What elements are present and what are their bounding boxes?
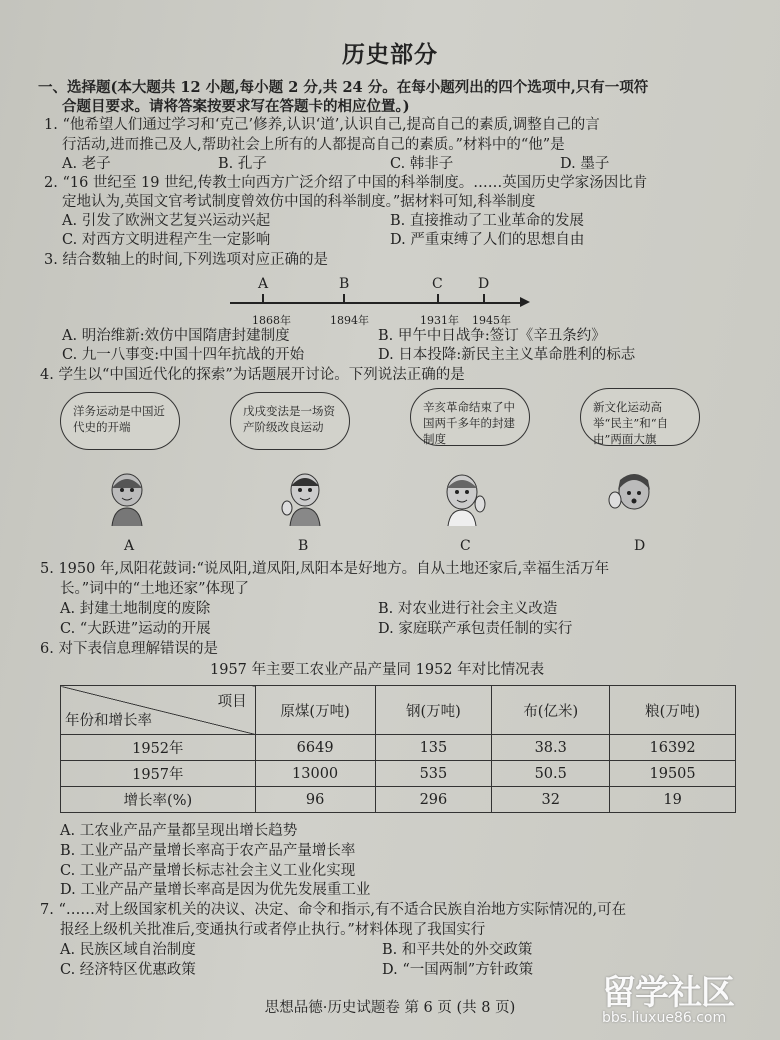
row-label: 1952年 bbox=[61, 735, 256, 761]
table-cell: 38.3 bbox=[492, 735, 610, 761]
q6-option-c: C. 工业产品产量增长标志社会主义工业化实现 bbox=[60, 863, 356, 879]
watermark-logo bbox=[602, 965, 734, 1026]
student-boy-b-icon bbox=[280, 470, 326, 526]
student-label-d: D bbox=[634, 538, 646, 554]
table-row bbox=[61, 787, 736, 813]
corner-label-item: 项目 bbox=[217, 694, 247, 710]
watermark-name: 留学社区 bbox=[602, 973, 734, 1013]
q1-stem: 1. “他希望人们通过学习和‘克己’修养,认识‘道’,认识自己,提高自己的素质,调整自己的言 bbox=[44, 117, 600, 133]
q2-stem-cont: 定地认为,英国文官考试制度曾效仿中国的科举制度。”据材料可知,科举制度 bbox=[62, 194, 536, 210]
q2-option-c: C. 对西方文明进程产生一定影响 bbox=[62, 232, 271, 248]
q2-option-b: B. 直接推动了工业革命的发展 bbox=[390, 213, 584, 229]
q5-option-d: D. 家庭联产承包责任制的实行 bbox=[378, 621, 573, 637]
page-title: 历史部分 bbox=[342, 41, 438, 68]
q1-option-d: D. 墨子 bbox=[560, 156, 610, 172]
timeline-year: 1945年 bbox=[472, 314, 511, 327]
table-cell: 6649 bbox=[255, 735, 375, 761]
timeline-tick bbox=[343, 294, 345, 303]
q7-option-d: D. “一国两制”方针政策 bbox=[382, 962, 534, 978]
timeline-tick bbox=[262, 294, 264, 303]
column-header: 原煤(万吨) bbox=[255, 686, 375, 735]
q6-option-b: B. 工业产品产量增长率高于农产品产量增长率 bbox=[60, 843, 356, 859]
timeline-tick bbox=[437, 294, 439, 303]
q3-option-a: A. 明治维新:效仿中国隋唐封建制度 bbox=[62, 328, 290, 344]
student-label-b: B bbox=[298, 538, 309, 554]
timeline-label: B bbox=[339, 276, 350, 292]
student-girl-a-icon bbox=[104, 470, 150, 526]
table-caption: 1957 年主要工农业产品产量同 1952 年对比情况表 bbox=[210, 662, 545, 678]
student-girl-d-icon bbox=[608, 470, 654, 526]
q2-option-a: A. 引发了欧洲文艺复兴运动兴起 bbox=[62, 213, 271, 229]
q1-stem-cont: 行活动,进而推己及人,帮助社会上所有的人都提高自己的素质。”材料中的“他”是 bbox=[62, 137, 565, 153]
table-row bbox=[61, 735, 736, 761]
table-cell: 135 bbox=[375, 735, 492, 761]
table-cell: 96 bbox=[255, 787, 375, 813]
table-cell: 19505 bbox=[610, 761, 736, 787]
q1-option-c: C. 韩非子 bbox=[390, 156, 454, 172]
timeline-axis bbox=[230, 302, 522, 304]
q5-option-a: A. 封建土地制度的废除 bbox=[60, 601, 211, 617]
section-instructions-cont: 合题目要求。请将答案按要求写在答题卡的相应位置。) bbox=[62, 98, 410, 115]
row-label: 增长率(%) bbox=[61, 787, 256, 813]
speech-bubble-d: 新文化运动高举“民主”和“自由”两面大旗 bbox=[580, 388, 700, 446]
timeline-arrow-icon bbox=[520, 297, 530, 307]
production-table bbox=[60, 685, 736, 813]
table-corner-cell bbox=[61, 686, 256, 735]
table-cell: 13000 bbox=[255, 761, 375, 787]
q5-option-b: B. 对农业进行社会主义改造 bbox=[378, 601, 558, 617]
student-label-c: C bbox=[460, 538, 471, 554]
q7-stem-cont: 报经上级机关批准后,变通执行或者停止执行。”材料体现了我国实行 bbox=[60, 922, 486, 938]
watermark-url: bbs.liuxue86.com bbox=[602, 1010, 727, 1026]
table-cell: 50.5 bbox=[492, 761, 610, 787]
timeline-year: 1931年 bbox=[420, 314, 459, 327]
q6-stem: 6. 对下表信息理解错误的是 bbox=[40, 641, 218, 657]
table-cell: 296 bbox=[375, 787, 492, 813]
q3-option-b: B. 甲午中日战争:签订《辛丑条约》 bbox=[378, 328, 606, 344]
q7-option-c: C. 经济特区优惠政策 bbox=[60, 962, 196, 978]
q2-stem: 2. “16 世纪至 19 世纪,传教士向西方广泛介绍了中国的科举制度。……英国历史学家汤因比肯 bbox=[44, 175, 648, 191]
q3-stem: 3. 结合数轴上的时间,下列选项对应正确的是 bbox=[44, 252, 329, 268]
q7-option-a: A. 民族区域自治制度 bbox=[60, 942, 196, 958]
q5-option-c: C. “大跃进”运动的开展 bbox=[60, 621, 211, 637]
timeline-year: 1894年 bbox=[330, 314, 369, 327]
section-instructions: 一、选择题(本大题共 12 小题,每小题 2 分,共 24 分。在每小题列出的四个选项中,只有一项符 bbox=[38, 79, 649, 96]
column-header: 钢(万吨) bbox=[375, 686, 492, 735]
table-row bbox=[61, 761, 736, 787]
timeline-year: 1868年 bbox=[252, 314, 291, 327]
q5-stem: 5. 1950 年,凤阳花鼓词:“说凤阳,道凤阳,凤阳本是好地方。自从土地还家后,幸福生活万年 bbox=[40, 561, 610, 577]
student-label-a: A bbox=[124, 538, 135, 554]
timeline-label: A bbox=[258, 276, 269, 292]
table-header-row bbox=[61, 686, 736, 735]
column-header: 布(亿米) bbox=[492, 686, 610, 735]
page-footer: 思想品德·历史试题卷 第 6 页 (共 8 页) bbox=[264, 1000, 516, 1016]
student-boy-c-icon bbox=[440, 470, 486, 526]
speech-bubble-b: 戊戌变法是一场资产阶级改良运动 bbox=[230, 392, 350, 450]
timeline-label: D bbox=[478, 276, 490, 292]
q2-option-d: D. 严重束缚了人们的思想自由 bbox=[390, 232, 585, 248]
table-cell: 16392 bbox=[610, 735, 736, 761]
speech-bubble-a: 洋务运动是中国近代史的开端 bbox=[60, 392, 180, 450]
q3-option-d: D. 日本投降:新民主主义革命胜利的标志 bbox=[378, 347, 636, 363]
q1-option-a: A. 老子 bbox=[62, 156, 111, 172]
q7-option-b: B. 和平共处的外交政策 bbox=[382, 942, 533, 958]
q4-stem: 4. 学生以“中国近代化的探索”为话题展开讨论。下列说法正确的是 bbox=[40, 367, 465, 383]
table-cell: 32 bbox=[492, 787, 610, 813]
q7-stem: 7. “……对上级国家机关的决议、决定、命令和指示,有不适合民族自治地方实际情况的,可在 bbox=[40, 902, 627, 918]
table-cell: 535 bbox=[375, 761, 492, 787]
timeline-tick bbox=[483, 294, 485, 303]
q6-option-d: D. 工业产品产量增长率高是因为优先发展重工业 bbox=[60, 882, 371, 898]
q1-option-b: B. 孔子 bbox=[218, 156, 267, 172]
table-cell: 19 bbox=[610, 787, 736, 813]
q5-stem-cont: 长。”词中的“土地还家”体现了 bbox=[60, 581, 249, 597]
q6-option-a: A. 工农业产品产量都呈现出增长趋势 bbox=[60, 823, 298, 839]
corner-label-year: 年份和增长率 bbox=[65, 713, 152, 729]
column-header: 粮(万吨) bbox=[610, 686, 736, 735]
row-label: 1957年 bbox=[61, 761, 256, 787]
speech-bubble-c: 辛亥革命结束了中国两千多年的封建制度 bbox=[410, 388, 530, 446]
q3-option-c: C. 九一八事变:中国十四年抗战的开始 bbox=[62, 347, 305, 363]
timeline-label: C bbox=[432, 276, 443, 292]
